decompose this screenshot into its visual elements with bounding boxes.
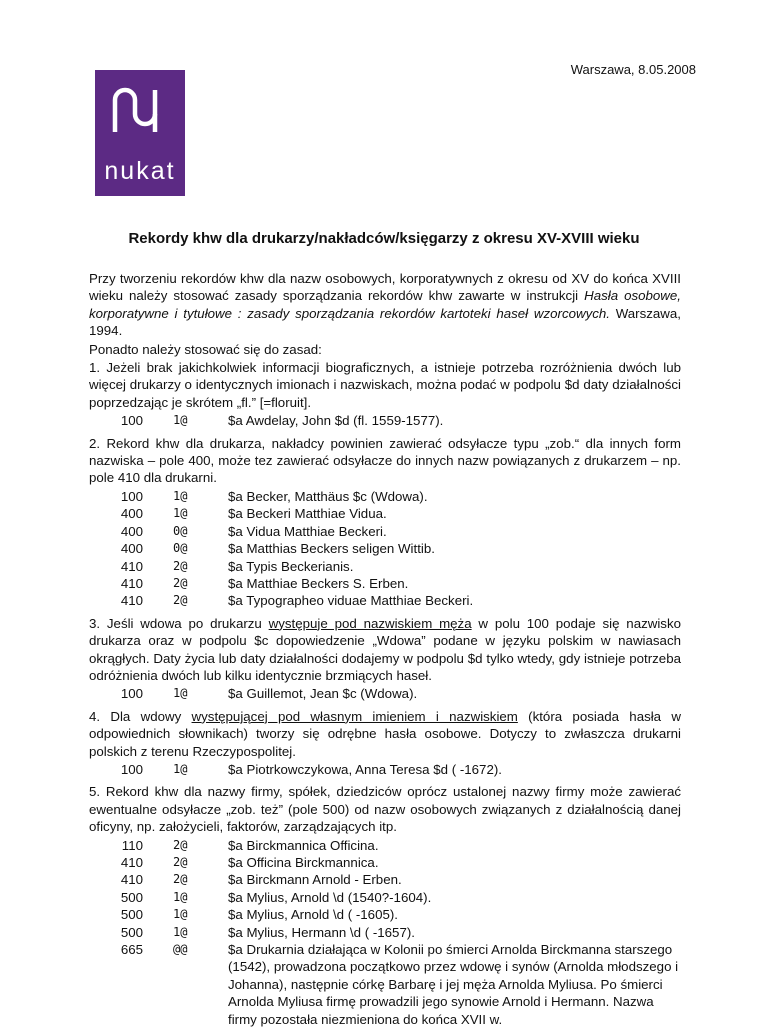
field-indicators: @@ — [173, 942, 188, 957]
field-value: $a Beckeri Matthiae Vidua. — [228, 506, 387, 522]
rule-2-text: 2. Rekord khw dla drukarza, nakładcy powinien zawierać odsyłacze typu „zob.“ dla innych form nazwiska – pole 400, może tez zawierać odsyłacze do innych nazw powiązanych z drukarzem – np. pole 410 dla drukarni. — [89, 435, 681, 486]
rule-3-text — [89, 615, 681, 685]
table-row — [89, 924, 681, 941]
field-indicators: 1@ — [173, 413, 188, 428]
field-tag: 100 — [120, 413, 143, 429]
field-tag: 400 — [120, 523, 143, 539]
table-row — [89, 906, 681, 923]
logo-wordmark: nukat — [104, 157, 176, 185]
field-indicators: 1@ — [173, 907, 188, 922]
intro-text-end: Warszawa, 1994. — [89, 305, 681, 339]
table-row — [89, 871, 681, 888]
field-indicators: 2@ — [173, 593, 188, 608]
record-table-5 — [89, 837, 681, 1028]
rule-3-rest: w polu 100 podaje się nazwisko drukarza oraz w podpolu $c dopowiedzenie „Wdowa” podane w języku polskim w nawiasach okrągłych. Daty życia lub daty działalności dodajemy w podpolu $d tylko wtedy, gdy istnieje potrzeba odróżnienia dwóch lub kilku identycznie brzmiących haseł. — [89, 615, 681, 683]
intro-paragraph — [89, 270, 681, 340]
field-value: $a Birckmann Arnold - Erben. — [228, 872, 402, 888]
table-row — [89, 488, 473, 505]
field-indicators: 1@ — [173, 686, 188, 701]
field-tag: 410 — [120, 593, 143, 609]
field-indicators: 1@ — [173, 889, 188, 904]
table-row — [89, 761, 502, 778]
table-row — [89, 412, 443, 429]
field-tag: 100 — [120, 488, 143, 504]
rule-1-text: 1. Jeżeli brak jakichkolwiek informacji biograficznych, a istnieje potrzeba rozróżnienia dwóch lub więcej drukarzy o identycznych imionach i nazwiskach, można podać w podpolu $d daty działalności poprzedzając je skrótem „fl.” [=floruit]. — [89, 360, 681, 410]
field-value: $a Guillemot, Jean $c (Wdowa). — [228, 686, 418, 702]
rule-3-lead: 3. Jeśli wdowa po drukarzu — [89, 615, 269, 631]
nu-logo-icon — [95, 70, 185, 160]
record-table-3 — [89, 685, 417, 702]
field-tag: 665 — [120, 942, 143, 958]
table-row — [89, 523, 473, 540]
field-value: $a Matthiae Beckers S. Erben. — [228, 575, 409, 591]
rule-3-underlined: występuje pod nazwiskiem męża — [268, 615, 472, 631]
rule-4-text — [89, 708, 681, 760]
table-row — [89, 941, 681, 1028]
field-indicators: 2@ — [173, 558, 188, 573]
field-value: $a Birckmannica Officina. — [228, 837, 379, 853]
field-tag: 400 — [120, 541, 143, 557]
table-row — [89, 575, 473, 592]
document-body — [89, 270, 681, 1032]
nukat-logo — [95, 70, 185, 196]
table-row — [89, 540, 473, 557]
rule-4-lead: 4. Dla wdowy — [89, 708, 192, 724]
rule-5-text: 5. Rekord khw dla nazwy firmy, spółek, dziedziców oprócz ustalonej nazwy firmy może zawierać ewentualne odsyłacze „zob. też” (pole 500) od nazw osobowych związanych z działalnością danej oficyny, np. założycieli, faktorów, zarządzających itp. — [89, 784, 681, 835]
field-tag: 110 — [121, 837, 143, 853]
field-indicators: 1@ — [173, 506, 188, 521]
rule-4-underlined: występującej pod własnym imieniem i nazwiskiem — [191, 708, 518, 724]
field-indicators: 1@ — [173, 761, 188, 776]
table-row — [89, 592, 473, 609]
field-tag: 100 — [120, 686, 143, 702]
field-tag: 500 — [120, 889, 143, 905]
field-indicators: 0@ — [173, 541, 188, 556]
table-row — [89, 685, 417, 702]
field-value: $a Officina Birckmannica. — [228, 855, 379, 870]
field-indicators: 1@ — [173, 488, 188, 503]
field-tag: 410 — [120, 558, 143, 574]
record-table-2 — [89, 488, 473, 610]
field-value: $a Becker, Matthäus $c (Wdowa). — [228, 488, 428, 504]
field-tag: 410 — [120, 575, 143, 591]
intro-text: Przy tworzeniu rekordów khw dla nazw osobowych, korporatywnych z okresu od XV do końca XVIII wieku należy stosować zasady sporządzania rekordów khw zawarte w instrukcji — [89, 271, 681, 304]
field-value: $a Mylius, Hermann \d ( -1657). — [228, 924, 415, 940]
table-row — [89, 854, 681, 871]
field-tag: 410 — [120, 872, 143, 888]
field-indicators: 0@ — [173, 523, 188, 538]
record-table-4 — [89, 761, 502, 778]
field-value: $a Vidua Matthiae Beckeri. — [228, 523, 387, 539]
record-table-1 — [89, 412, 443, 429]
field-tag: 500 — [120, 924, 143, 940]
intro-italic-title: Hasła osobowe, korporatywne i tytułowe : zasady sporządzania rekordów kartoteki haseł wzorcowych. — [89, 288, 681, 321]
table-row — [89, 889, 681, 906]
field-tag: 100 — [120, 761, 143, 777]
field-tag: 500 — [120, 907, 143, 923]
field-indicators: 2@ — [173, 872, 188, 887]
field-indicators: 2@ — [173, 837, 188, 852]
document-title: Rekordy khw dla drukarzy/nakładców/księgarzy z okresu XV-XVIII wieku — [128, 230, 640, 247]
field-value: $a Typis Beckerianis. — [228, 558, 354, 574]
field-indicators: 2@ — [173, 575, 188, 590]
field-indicators: 1@ — [173, 924, 188, 939]
field-value: $a Mylius, Arnold \d ( -1605). — [228, 907, 398, 923]
table-row — [89, 837, 681, 854]
document-date: Warszawa, 8.05.2008 — [570, 62, 696, 77]
field-value: $a Drukarnia działająca w Kolonii po śmierci Arnolda Birckmanna starszego (1542), prowadzona początkowo przez wdowę i synów (Arnolda młodszego i Johanna), następnie córkę Barbarę i jej męża Arnolda Myliusa. Po śmierci Arnolda Myliusa firmę prowadzili jego synowie Arnold i Hermann. Nazwa firmy pozostała niezmieniona do końca XVII w. — [228, 942, 679, 1027]
field-value: $a Awdelay, John $d (fl. 1559-1577). — [228, 413, 444, 429]
table-row — [89, 505, 473, 522]
field-tag: 410 — [120, 855, 143, 870]
table-row — [89, 558, 473, 575]
field-value: $a Mylius, Arnold \d (1540?-1604). — [228, 889, 432, 905]
field-indicators: 2@ — [173, 855, 188, 869]
field-value: $a Typographeo viduae Matthiae Beckeri. — [228, 593, 474, 609]
field-tag: 400 — [120, 506, 143, 522]
field-value: $a Piotrkowczykowa, Anna Teresa $d ( -1672). — [228, 761, 502, 777]
field-value: $a Matthias Beckers seligen Wittib. — [228, 541, 435, 557]
rule-4-rest: (która posiada hasła w odpowiednich słownikach) tworzy się odrębne hasła osobowe. Dotyczy to zwłaszcza drukarni polskich z terenu Rzeczypospolitej. — [89, 708, 681, 759]
intro-line-2: Ponadto należy stosować się do zasad: — [89, 341, 322, 357]
